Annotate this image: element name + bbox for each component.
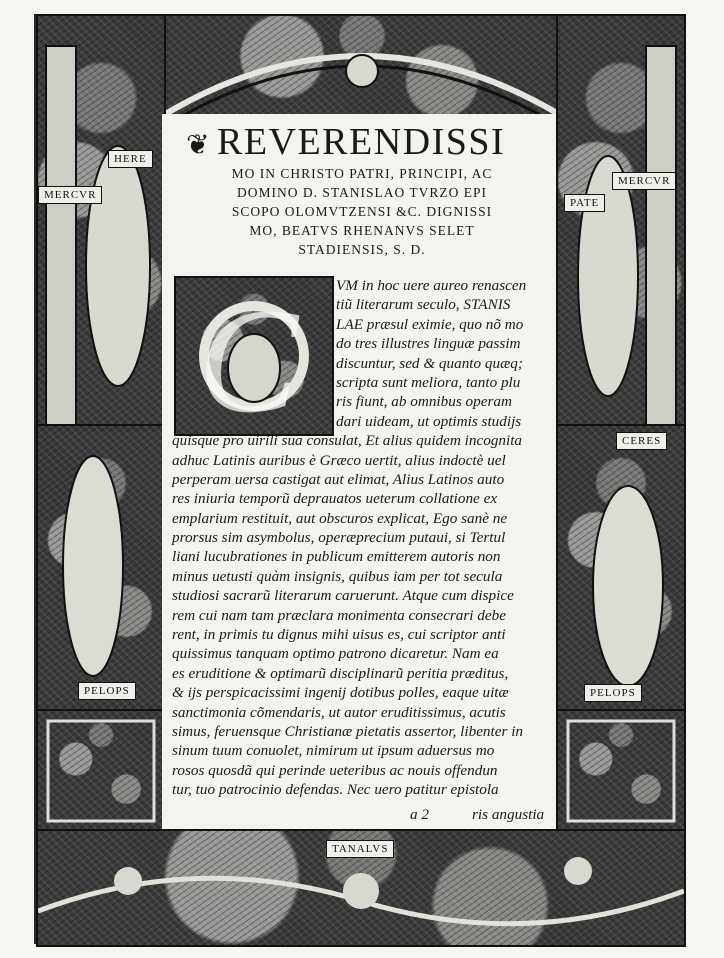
body-line: dari uideam, ut optimis studijs	[336, 412, 522, 430]
body-line: rem cui nam tam præclara monimenta consecrari debe	[172, 606, 506, 624]
body-line: sinum tuum conuolet, nimirum ut ipsum aduersus mo	[172, 742, 495, 760]
body-line: perperam uersa castigat aut elimat, Alius Latinos auto	[172, 470, 505, 488]
heading-line: MO IN CHRISTO PATRI, PRINCIPI, AC	[231, 166, 493, 181]
body-line: adhuc Latinis auribus è Græco uertit, alius indoctè uel	[172, 451, 506, 469]
body-line: quisque pro uirili sua consulat, Et alius quidem incognita	[172, 432, 523, 450]
label-pelops-right: PELOPS	[584, 684, 642, 702]
label-mercury: MERCVR	[38, 186, 102, 204]
body-line: tiũ literarum seculo, STANIS	[336, 296, 511, 314]
body-line: & ijs perspicacissimi ingenij dotibus polles, eaque uitæ	[172, 684, 509, 702]
heading-title	[186, 120, 505, 164]
body-line: es eruditione & optimarũ disciplinarũ peritia præditus,	[172, 664, 509, 682]
text-area	[162, 114, 556, 829]
body-line: do tres illustres linguæ passim	[336, 335, 521, 353]
fleuron-icon: ❦	[186, 130, 211, 161]
heading-line: MO, BEATVS RHENANVS SELET	[249, 223, 475, 238]
right-column-woodcut	[556, 14, 686, 428]
body-line: discuntur, sed & quanto quæq;	[336, 354, 523, 372]
top-arch-woodcut	[160, 14, 564, 118]
label-right-sign-2: MERCVR	[612, 172, 676, 190]
heading-line: STADIENSIS, S. D.	[298, 242, 426, 257]
body-line: simus, feruensque Christianæ pietatis assertor, libenter in	[172, 722, 524, 740]
left-mid-woodcut	[36, 424, 166, 713]
label-ceres: CERES	[616, 432, 667, 450]
body-line: tur, tuo patrocinio defendas. Nec uero patitur epistola	[172, 781, 499, 799]
label-tantalus: TANALVS	[326, 840, 394, 858]
heading-line: SCOPO OLOMVTZENSI &C. DIGNISSI	[231, 204, 493, 219]
body-line: scripta sunt meliora, tanto plu	[336, 373, 521, 391]
initial-letter: C	[198, 278, 299, 436]
left-low-woodcut	[36, 709, 166, 833]
body-line: rent, in primis tu dignus mihi uisus es, cui scriptor anti	[172, 626, 506, 644]
body-line: quissimus tanquam optimo patrono dicaretur. Nam ea	[172, 645, 499, 663]
left-column-woodcut	[36, 14, 166, 428]
right-low-woodcut	[556, 709, 686, 833]
label-pelops-left: PELOPS	[78, 682, 136, 700]
body-line: res iniuria temporũ deprauatos ueterum collatione ex	[172, 490, 498, 508]
body-line: minus uetusti quàm insignis, quibus iam per tot secula	[172, 567, 503, 585]
signature-mark: a 2	[410, 806, 429, 823]
body-line: studiosi sacrarũ literarum caruerunt. Atque cum dispice	[172, 587, 514, 605]
body-line: LAE præsul eximie, quo nõ mo	[336, 315, 524, 333]
heading-line: DOMINO D. STANISLAO TVRZO EPI	[236, 185, 488, 200]
right-mid-woodcut	[556, 424, 686, 713]
body-line: emplarium restituit, aut obscuros explicat, Ego sanè ne	[172, 509, 508, 527]
body-line: prorsus sim asymbolus, operæprecium putaui, si Tertul	[172, 529, 506, 547]
body-line: VM in hoc uere aureo renascen	[336, 277, 527, 294]
label-right-sign: PATE	[564, 194, 605, 212]
label-left-sign: HERE	[108, 150, 153, 168]
catchword: ris angustia	[472, 806, 545, 823]
body-text	[172, 276, 552, 800]
body-line: rosos quosdã qui perinde ueteribus ac nouis offendun	[172, 761, 498, 779]
heading-lines	[174, 164, 550, 259]
body-line: sanctimonia cõmendaris, ut autor eruditissimus, acutis	[172, 703, 506, 721]
heading-line-1: REVERENDISSI	[216, 121, 506, 163]
body-line: liani lucubrationes in publicum emitterem autoris non	[172, 548, 501, 566]
body-line: ris fiunt, ab omnibus operam	[336, 393, 512, 411]
